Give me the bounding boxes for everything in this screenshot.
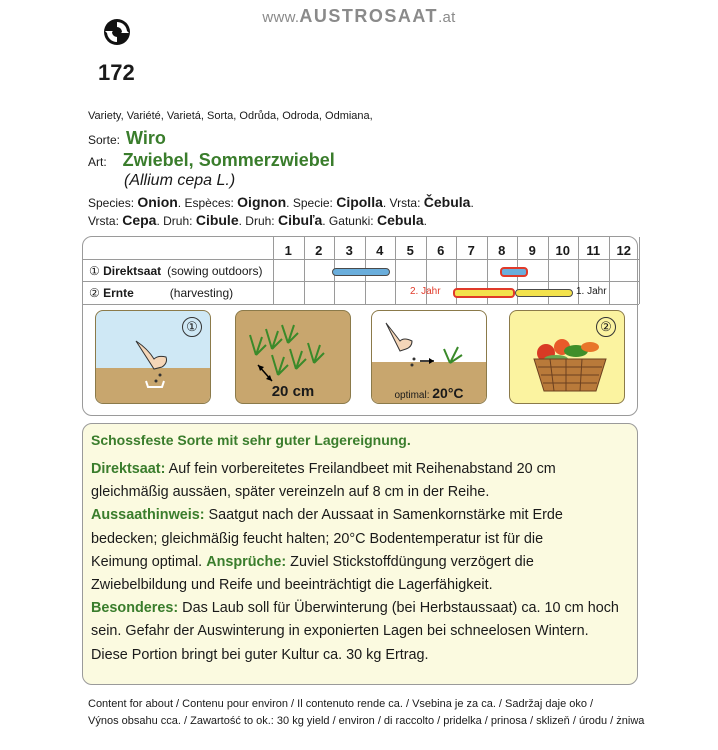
month-header: 4 xyxy=(376,243,384,258)
art-row xyxy=(88,150,335,171)
content-yield-footer xyxy=(88,696,644,730)
info-body: Direktsaat: Auf fein vorbereitetes Freilandbeet mit Reihenabstand 20 cm gleichmäßig aussäen, später vereinzeln auf 8 cm in der Reihe. Aussaathinweis: Saatgut nach der Aussaat in Samenkornstärke mit Erde bedecken; gleichmäßig feucht halten; 20°C Bodentemperatur ist für die Keimung optimal. Ansprüche: Zuviel Stickstoffdüngung verzögert die Zwiebelbildung und Reife und beeinträchtigt die Lagerfähigkeit. Besonderes: Das Laub soll für Überwinterung (bei Herbstaussaat) ca. 10 cm hoch sein. Gefahr der Auswinterung in exponierten Lagen bei schneelosen Wintern. Diese Portion bringt bei guter Kultur ca. 30 kg Ertrag. xyxy=(91,461,619,663)
variety-languages: Variety, Variété, Varietá, Sorta, Odrůda, Odroda, Odmiana, xyxy=(88,110,373,122)
art-label: Art: xyxy=(88,155,107,169)
month-header: 5 xyxy=(406,243,414,258)
footer-line-2: Výnos obsahu cca. / Zawartość to ok.: 30 kg yield / environ / di raccolto / pridelka / prinosa / sklizeň / úrodu / żniwa xyxy=(88,715,645,727)
species-line-2: Vrsta: Cepa. Druh: Cibule. Druh: Cibuľa. Gatunki: Cebula. xyxy=(88,212,427,228)
harvest-bar-year-1 xyxy=(515,289,573,297)
month-header: 3 xyxy=(345,243,353,258)
sowing-bar-autumn xyxy=(500,267,528,277)
month-header: 1 xyxy=(284,243,292,258)
month-header: 7 xyxy=(467,243,475,258)
panel-spacing xyxy=(235,310,351,404)
website-brand: AUSTROSAAT xyxy=(299,6,439,26)
growing-info-box xyxy=(82,423,638,685)
harvest-basket-icon xyxy=(510,311,625,404)
species-line-1: Species: Onion. Espèces: Oignon. Specie: Cipolla. Vrsta: Čebula. xyxy=(88,194,474,210)
sowing-bar-spring xyxy=(332,268,390,276)
month-header: 12 xyxy=(616,243,631,258)
info-headline: Schossfeste Sorte mit sehr guter Lagereignung. xyxy=(91,432,411,448)
month-header: 6 xyxy=(437,243,445,258)
calendar-row-direktsaat: ① Direktsaat (sowing outdoors) xyxy=(89,264,263,278)
footer-line-1: Content for about / Contenu pour environ / Il contenuto rende ca. / Vsebina je za ca. / Sadržaj daje oko / xyxy=(88,698,594,710)
month-header: 2 xyxy=(315,243,323,258)
panel-germination xyxy=(371,310,487,404)
calendar-column-divider xyxy=(639,237,640,304)
sorte-value: Wiro xyxy=(126,128,166,148)
temperature-caption: optimal: 20°C xyxy=(394,385,464,401)
website-suffix: .at xyxy=(438,9,456,26)
year-2-label: 2. Jahr xyxy=(410,286,441,297)
month-header: 8 xyxy=(498,243,506,258)
sorte-label: Sorte: xyxy=(88,133,121,147)
sowing-calendar xyxy=(82,236,638,416)
month-header: 9 xyxy=(528,243,536,258)
year-1-label: 1. Jahr xyxy=(576,286,607,297)
step-number-1: ① xyxy=(182,317,202,337)
harvest-bar-year-2 xyxy=(453,288,515,298)
panel-sowing xyxy=(95,310,211,404)
calendar-row-ernte: ② Ernte (harvesting) xyxy=(89,286,234,300)
art-value: Zwiebel, Sommerzwiebel xyxy=(122,150,335,170)
product-number: 172 xyxy=(98,60,135,85)
website-prefix: www. xyxy=(262,9,300,26)
month-header: 10 xyxy=(555,243,570,258)
panel-harvest xyxy=(509,310,625,404)
step-number-2: ② xyxy=(596,317,616,337)
green-dot-recycle-icon xyxy=(103,18,131,46)
calendar-grid xyxy=(83,237,639,305)
latin-name: (Allium cepa L.) xyxy=(124,172,236,189)
month-header: 11 xyxy=(586,243,601,258)
sorte-row xyxy=(88,128,166,149)
hand-sowing-seeds-icon xyxy=(96,311,211,404)
spacing-caption: 20 cm xyxy=(271,383,315,400)
